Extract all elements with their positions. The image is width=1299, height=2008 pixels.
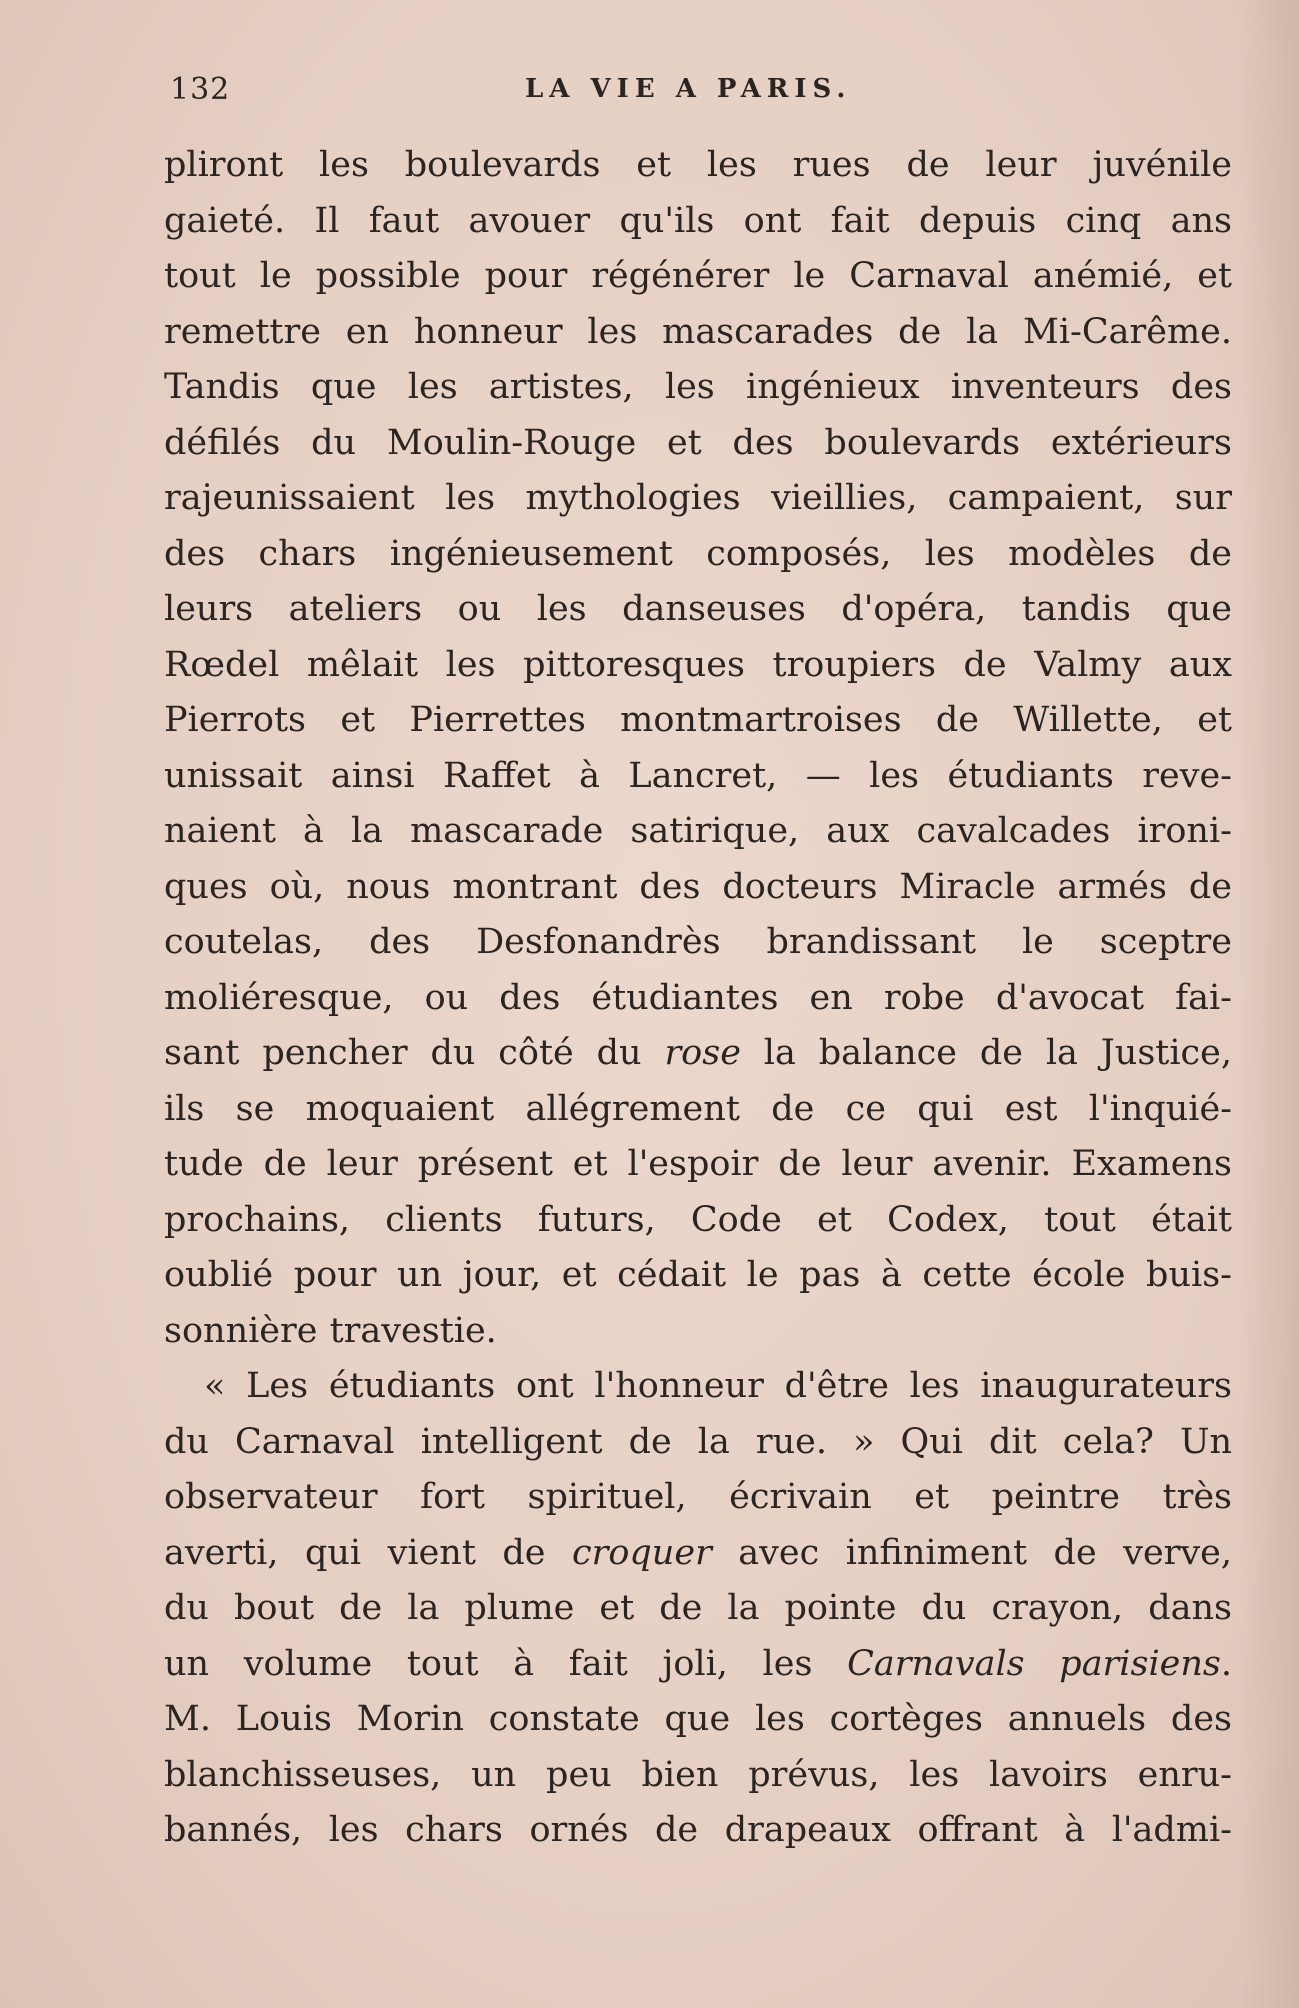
text-line: un volume tout à fait joli, les Carnavals parisiens. bbox=[164, 1643, 1232, 1684]
text-line: du Carnaval intelligent de la rue. » Qui dit cela? Un bbox=[164, 1421, 1232, 1462]
text-line: ques où, nous montrant des docteurs Miracle armés de bbox=[164, 866, 1232, 907]
text-line: leurs ateliers ou les danseuses d'opéra, tandis que bbox=[164, 589, 1232, 629]
text-line: prochains, clients futurs, Code et Codex, tout était bbox=[164, 1199, 1232, 1240]
italic-text: croquer bbox=[572, 1532, 712, 1573]
text-line: M. Louis Morin constate que les cortèges annuels des bbox=[164, 1699, 1232, 1739]
italic-text: rose bbox=[664, 1033, 741, 1073]
text-line: pliront les boulevards et les rues de leur juvénile bbox=[164, 145, 1232, 185]
text-line: du bout de la plume et de la pointe du crayon, dans bbox=[164, 1588, 1232, 1628]
text-line: naient à la mascarade satirique, aux cavalcades ironi- bbox=[164, 811, 1232, 851]
text-line: remettre en honneur les mascarades de la Mi-Carême. bbox=[164, 311, 1232, 352]
text-line: tude de leur présent et l'espoir de leur avenir. Examens bbox=[164, 1144, 1232, 1184]
text-line: tout le possible pour régénérer le Carnaval anémié, et bbox=[164, 256, 1232, 296]
page-number: 132 bbox=[170, 72, 231, 107]
text-line: rajeunissaient les mythologies vieillies, campaient, sur bbox=[164, 478, 1232, 518]
text-line: « Les étudiants ont l'honneur d'être les inaugurateurs bbox=[204, 1366, 1232, 1406]
text-line: Pierrots et Pierrettes montmartroises de Willette, et bbox=[164, 700, 1232, 740]
text-line: oublié pour un jour, et cédait le pas à cette école buis- bbox=[164, 1255, 1232, 1295]
running-title: LA VIE A PARIS. bbox=[525, 74, 852, 104]
text-line: gaieté. Il faut avouer qu'ils ont fait depuis cinq ans bbox=[164, 200, 1232, 241]
italic-text: Carnavals parisiens bbox=[847, 1643, 1221, 1684]
body-text bbox=[164, 138, 1232, 1859]
text-line: Rœdel mêlait les pittoresques troupiers de Valmy aux bbox=[164, 644, 1232, 685]
text-line: sant pencher du côté du rose la balance de la Justice, bbox=[164, 1033, 1232, 1073]
text-line: défilés du Moulin-Rouge et des boulevards extérieurs bbox=[164, 422, 1232, 463]
text-line: averti, qui vient de croquer avec infiniment de verve, bbox=[164, 1532, 1232, 1573]
text-line: bannés, les chars ornés de drapeaux offrant à l'admi- bbox=[164, 1810, 1232, 1850]
page-header bbox=[170, 72, 1230, 112]
text-line: blanchisseuses, un peu bien prévus, les lavoirs enru- bbox=[164, 1754, 1232, 1795]
text-line: observateur fort spirituel, écrivain et peintre très bbox=[164, 1477, 1232, 1517]
text-line: des chars ingénieusement composés, les modèles de bbox=[164, 533, 1232, 574]
page-edge-shadow bbox=[1239, 0, 1299, 2008]
text-line: moliéresque, ou des étudiantes en robe d'avocat fai- bbox=[164, 977, 1232, 1018]
text-line: sonnière travestie. bbox=[164, 1310, 497, 1351]
text-line: coutelas, des Desfonandrès brandissant le sceptre bbox=[164, 922, 1232, 962]
text-line: Tandis que les artistes, les ingénieux inventeurs des bbox=[164, 367, 1232, 407]
text-line: ils se moquaient allégrement de ce qui est l'inquié- bbox=[164, 1088, 1232, 1129]
text-line: unissait ainsi Raffet à Lancret, — les étudiants reve- bbox=[164, 755, 1232, 796]
